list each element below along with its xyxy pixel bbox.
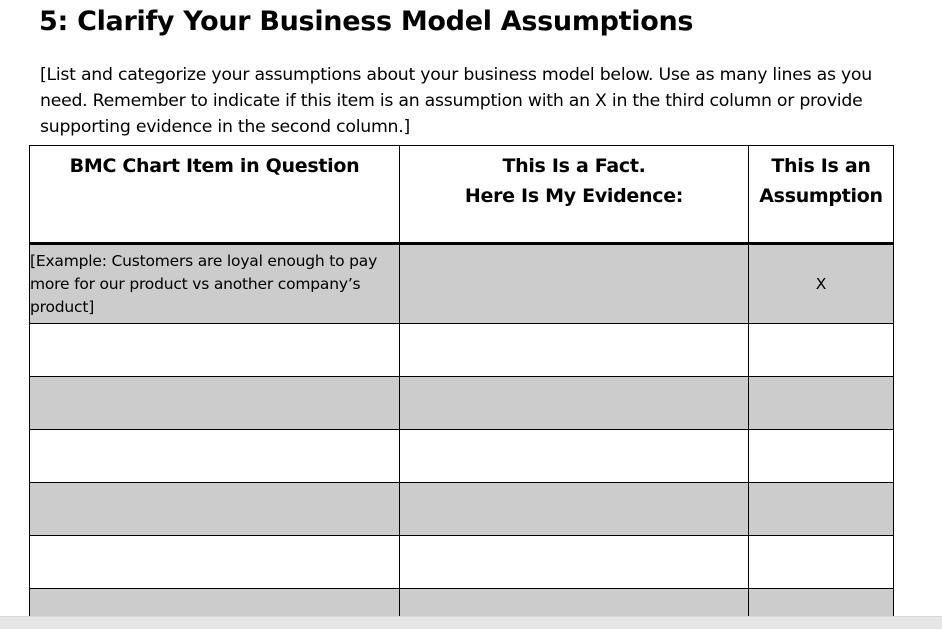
cell-question[interactable] <box>30 430 400 483</box>
header-assumption-line2: Assumption <box>759 185 883 207</box>
header-evidence <box>400 146 749 244</box>
cell-assumption-mark[interactable] <box>749 377 894 430</box>
cell-evidence[interactable] <box>400 483 749 536</box>
cell-question[interactable] <box>30 536 400 589</box>
cell-assumption-mark[interactable] <box>749 483 894 536</box>
table-row <box>30 430 894 483</box>
header-question <box>30 146 400 244</box>
table-row <box>30 377 894 430</box>
cell-question[interactable]: [Example: Customers are loyal enough to pay more for our product vs another company’s product] <box>30 244 400 324</box>
instructions-text: [List and categorize your assumptions about your business model below. Use as many lines as you need. Remember to indicate if this item is an assumption with an X in the third column or provide supporting evidence in the second column.] <box>40 65 872 137</box>
cell-assumption-mark[interactable] <box>749 536 894 589</box>
cell-evidence[interactable] <box>400 430 749 483</box>
table-row <box>30 244 894 324</box>
cell-evidence[interactable] <box>400 377 749 430</box>
cell-assumption-mark[interactable] <box>749 324 894 377</box>
cell-question[interactable] <box>30 377 400 430</box>
cell-assumption-mark[interactable]: X <box>749 244 894 324</box>
table-header-row <box>30 146 894 244</box>
cell-assumption-mark[interactable] <box>749 430 894 483</box>
table-row <box>30 324 894 377</box>
cell-question[interactable] <box>30 589 400 617</box>
cell-evidence[interactable] <box>400 244 749 324</box>
header-assumption-line1: This Is an <box>771 155 871 177</box>
cell-question[interactable] <box>30 483 400 536</box>
header-assumption <box>749 146 894 244</box>
viewer-bottom-edge <box>0 616 942 629</box>
page-title: 5: Clarify Your Business Model Assumptions <box>39 6 694 37</box>
cell-evidence[interactable] <box>400 536 749 589</box>
cell-question[interactable] <box>30 324 400 377</box>
header-question-label: BMC Chart Item in Question <box>69 155 360 177</box>
header-evidence-line1: This Is a Fact. <box>502 155 646 177</box>
cell-evidence[interactable] <box>400 589 749 617</box>
table-row <box>30 589 894 617</box>
table-row <box>30 483 894 536</box>
header-evidence-line2: Here Is My Evidence: <box>464 185 684 207</box>
assumptions-table <box>29 145 894 616</box>
cell-assumption-mark[interactable] <box>749 589 894 617</box>
cell-evidence[interactable] <box>400 324 749 377</box>
table-row <box>30 536 894 589</box>
